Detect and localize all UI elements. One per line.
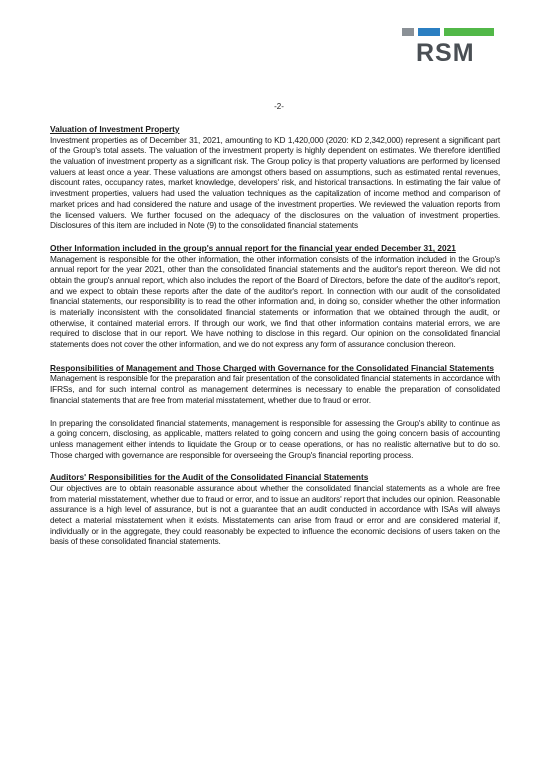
spacer xyxy=(50,350,500,363)
paragraph-valuation: Investment properties as of December 31, 2021, amounting to KD 1,420,000 (2020: KD 2,342,000) represent a significant part of the Group's total assets. The valuation of the investment property is highly dependent on estimates. We therefore identified the valuation of investment property as a significant risk. The Group policy is that property valuations are performed by licensed valuers at least once a year. These valuations are amongst others based on assumptions, such as estimated rental revenues, discount rates, occupancy rates, market knowledge, developers' risk, and historical transactions. In estimating the fair value of investment properties, valuers had used the valuation techniques as the capitalization of income method and comparison of market prices and had considered the nature and usage of the investment properties. We reviewed the valuation reports from the licensed valuers. We further focused on the adequacy of the disclosures on the valuation of investment properties. Disclosures of this item are included in Note (9) to the consolidated financial statements xyxy=(50,134,500,231)
logo-bar-blue xyxy=(418,28,440,36)
paragraph-management-responsibilities-1: Management is responsible for the preparation and fair presentation of the consolidated financial statements in accordance with IFRSs, and for such internal control as management determines is necessary to enable the preparation of consolidated financial statements that are free from material misstatement, whether due to fraud or error. xyxy=(50,373,500,405)
paragraph-other-information: Management is responsible for the other information, the other information consists of the information included in the Group's annual report for the year 2021, other than the consolidated financial statements and the auditor's report thereon. We did not obtain the group's annual report, which also includes the report of the Board of Directors, before the date of the auditor's report, and we expect to obtain these reports after the date of the auditor's report. In connection with our audit of the consolidated financial statements, our responsibility is to read the other information and, in doing so, consider whether the other information is materially inconsistent with the consolidated financial statements or information that we obtained through the audit, or otherwise, it contained material errors. If through our work, we find that other information contains material errors, we are required to disclose that in our report. We have nothing to disclose in this regard. Our opinion on the consolidated financial statements does not cover the other information, and we do not express any form of assurance conclusion thereon. xyxy=(50,253,500,350)
logo-text: RSM xyxy=(416,39,475,67)
section-heading-auditor-responsibilities: Auditors' Responsibilities for the Audit of the Consolidated Financial Statements xyxy=(50,472,369,483)
spacer xyxy=(50,231,500,243)
section-heading-other-information: Other Information included in the group's annual report for the financial year ended December 31, 2021 xyxy=(50,242,456,253)
rsm-logo xyxy=(402,28,498,70)
document-body xyxy=(50,124,500,547)
section-heading-valuation: Valuation of Investment Property xyxy=(50,124,180,134)
paragraph-auditor-responsibilities: Our objectives are to obtain reasonable assurance about whether the consolidated financial statements as a whole are free from material misstatement, whether due to fraud or error, and to issue an auditors' report that includes our opinion. Reasonable assurance is a high level of assurance, but is not a guarantee that an audit conducted in accordance with ISAs will always detect a material misstatement when it exists. Misstatements can arise from fraud or error and are considered material if, individually or in the aggregate, they could reasonably be expected to influence the economic decisions of users taken on the basis of these consolidated financial statements. xyxy=(50,482,500,547)
spacer xyxy=(50,406,500,418)
spacer xyxy=(50,460,500,472)
logo-bar-gray xyxy=(402,28,414,36)
page-number: -2- xyxy=(274,102,284,111)
logo-bars xyxy=(402,28,498,36)
section-heading-management-responsibilities: Responsibilities of Management and Those Charged with Governance for the Consolidated Financial Statements xyxy=(50,362,494,373)
paragraph-management-responsibilities-2: In preparing the consolidated financial statements, management is responsible for assessing the Group's ability to continue as a going concern, disclosing, as applicable, matters related to going concern and using the going concern basis of accounting unless management either intends to liquidate the Group or to cease operations, or has no realistic alternative but to do so. Those charged with governance are responsible for overseeing the Group's financial reporting process. xyxy=(50,417,500,460)
logo-bar-green xyxy=(444,28,494,36)
